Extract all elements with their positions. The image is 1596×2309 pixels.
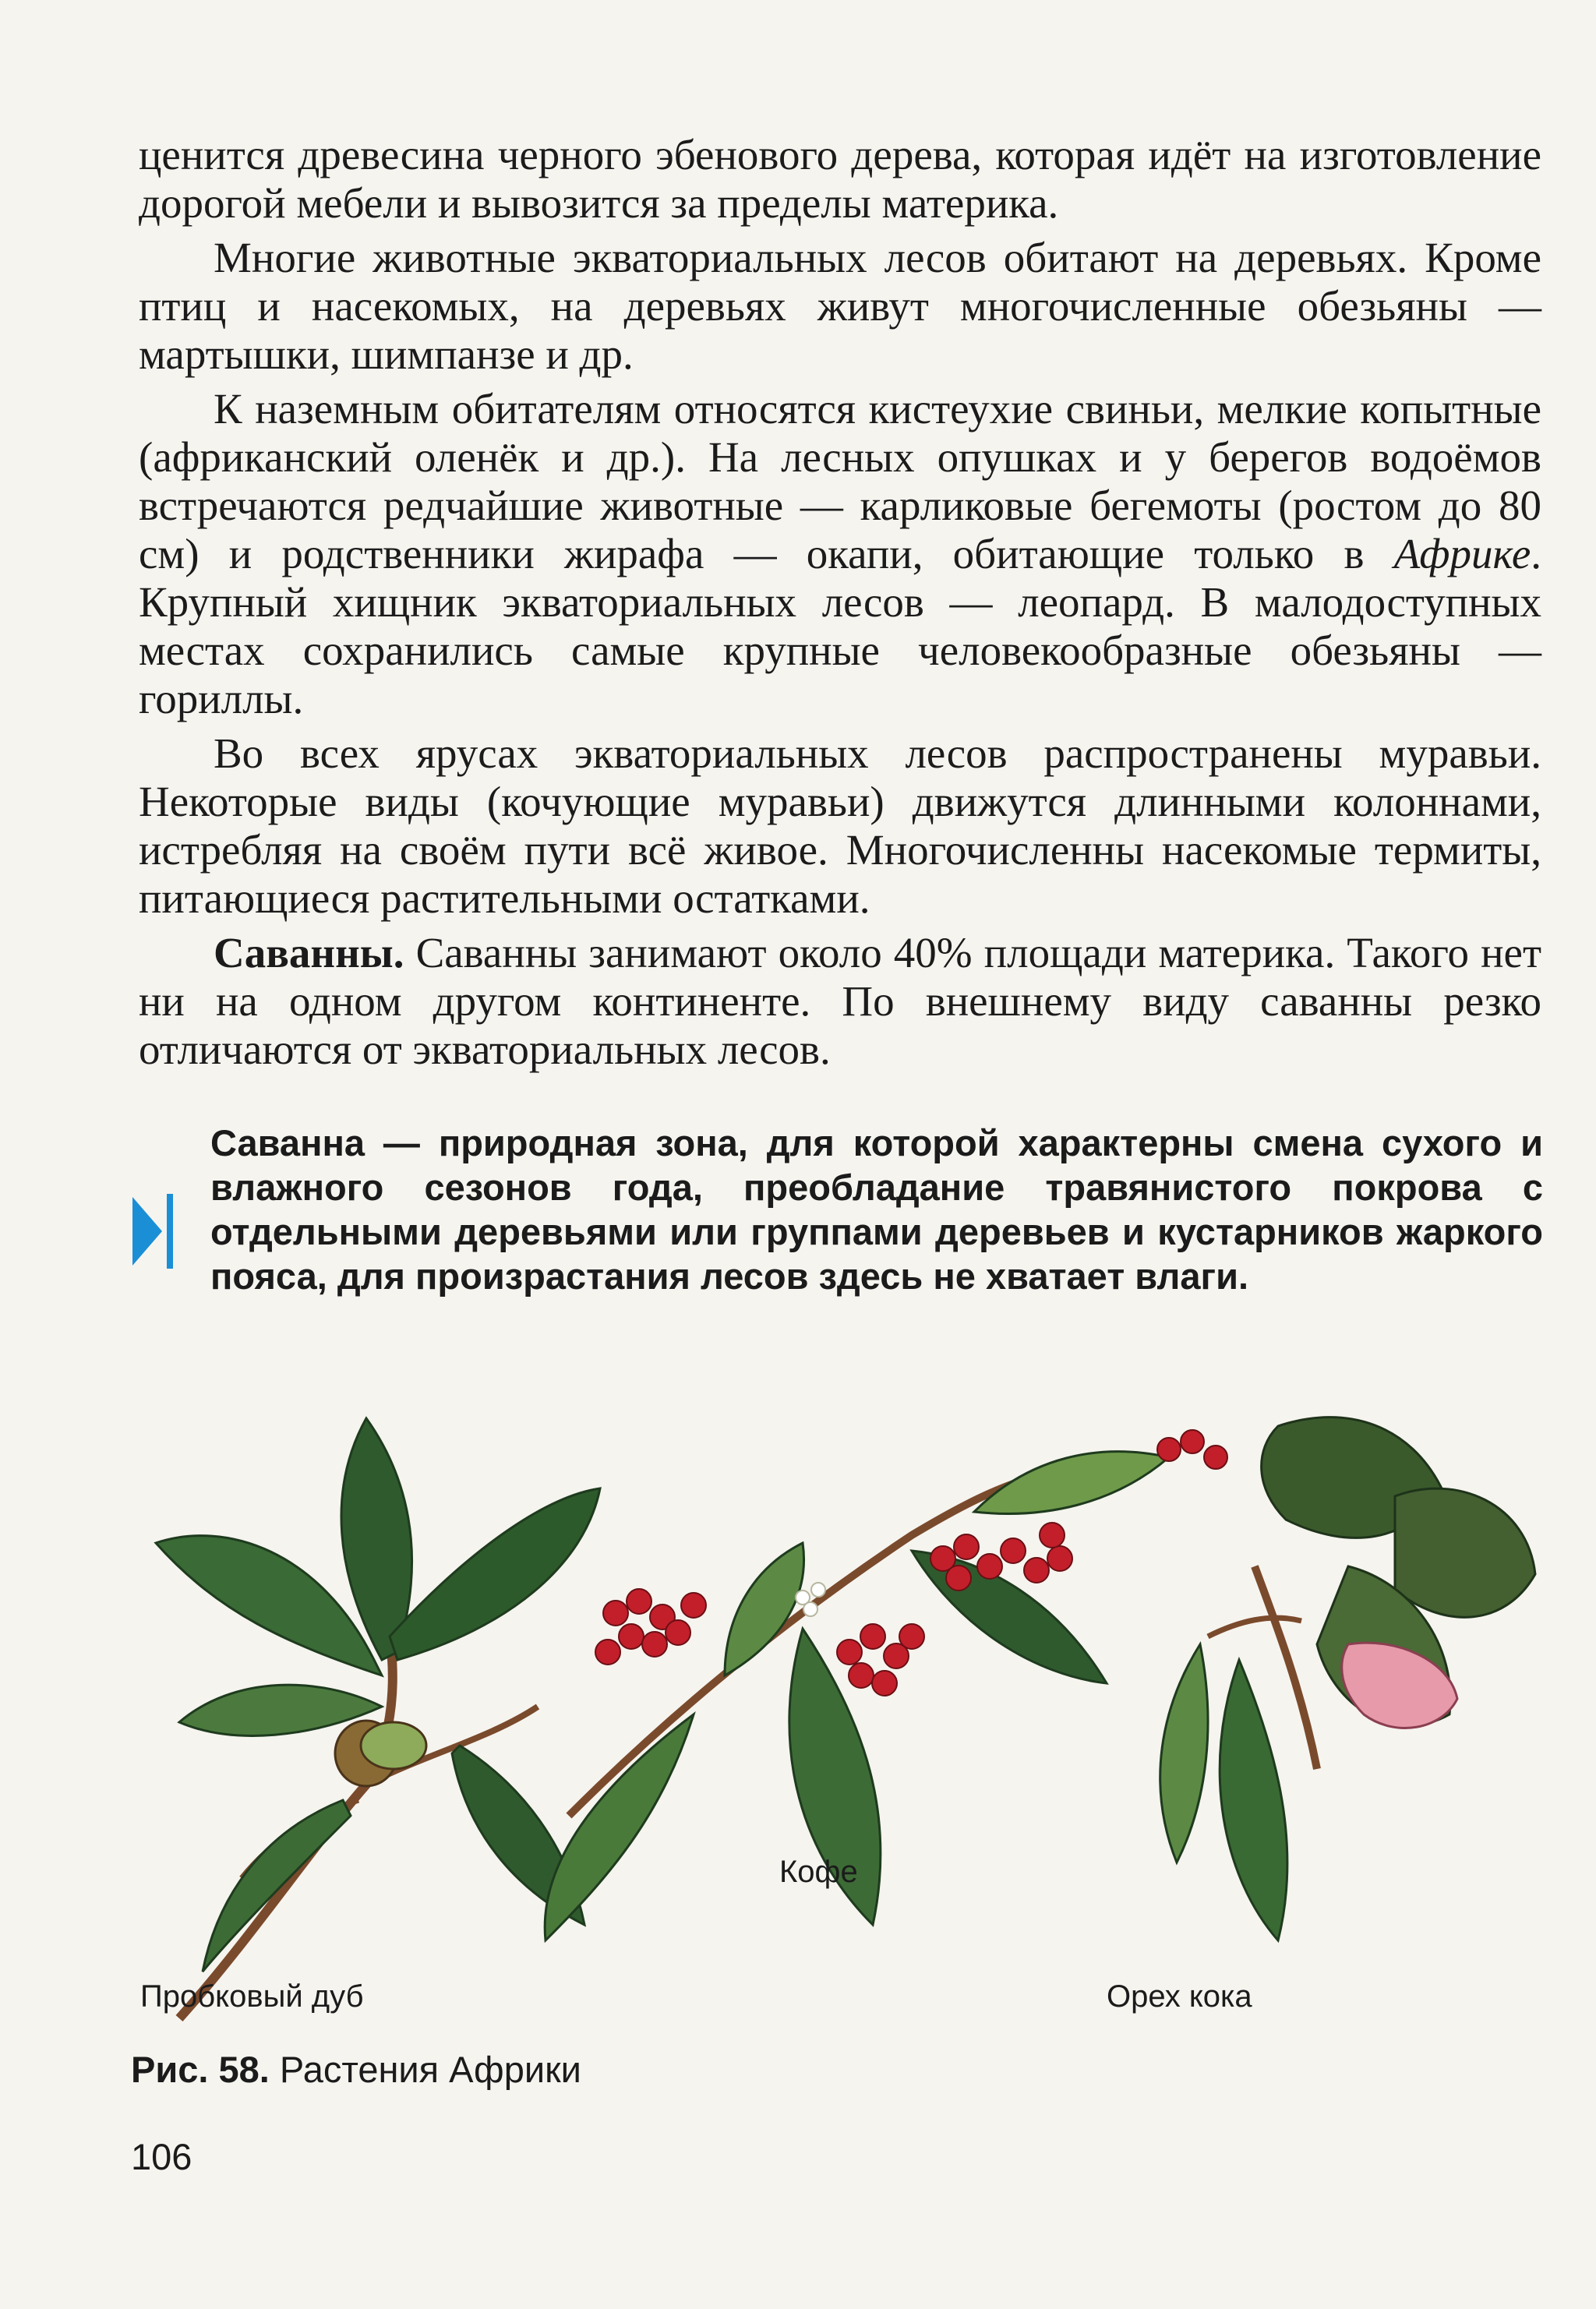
- coffee-label: Кофе: [779, 1855, 858, 1889]
- figure-number: Рис. 58.: [131, 2049, 270, 2090]
- paragraph-2: Многие животные экваториальных лесов обитают на деревьях. Кроме птиц и насекомых, на деревьях живут многочисленные обезьяны — мартышки, шимпанзе и др.: [139, 234, 1541, 378]
- main-text: [139, 131, 1541, 1074]
- african-plants-figure: [132, 1379, 1551, 2042]
- figure-caption: [131, 2048, 581, 2091]
- definition-marker-icon: [131, 1191, 176, 1272]
- cork-oak-illustration: [156, 1418, 600, 2018]
- savanna-heading: Саванны.: [214, 929, 404, 976]
- paragraph-3-emphasis: Африке: [1393, 530, 1531, 577]
- paragraph-3-text-after: . Крупный хищник экваториальных лесов — леопард. В малодоступных местах сохранились самые крупные человекообразные обезьяны — гориллы.: [139, 530, 1541, 722]
- paragraph-3: [139, 385, 1541, 723]
- cola-nut-illustration: [1160, 1418, 1535, 1940]
- plants-illustration: [132, 1379, 1551, 2042]
- cola-nut-label: Орех кока: [1107, 1979, 1252, 2014]
- coffee-illustration: [545, 1430, 1227, 1940]
- paragraph-3-text-before: К наземным обитателям относятся кистеухие свиньи, мелкие копытные (африканский оленёк и др.). На лесных опушках и у берегов водоёмов встречаются редчайшие животные — карликовые бегемоты (ростом до 80 см) и родственники жирафа — окапи, обитающие только в: [139, 385, 1541, 577]
- paragraph-4: Во всех ярусах экваториальных лесов распространены муравьи. Некоторые виды (кочующие муравьи) движутся длинными колоннами, истребляя на своём пути всё живое. Многочисленны насекомые термиты, питающиеся растительными остатками.: [139, 729, 1541, 922]
- savanna-definition: Саванна — природная зона, для которой характерны смена сухого и влажного сезонов года, преобладание травянистого покрова с отдельными деревьями или группами деревьев и кустарников жаркого пояса, для произрастания лесов здесь не хватает влаги.: [210, 1122, 1543, 1297]
- paragraph-1: ценится древесина черного эбенового дерева, которая идёт на изготовление дорогой мебели и вывозится за пределы материка.: [139, 131, 1541, 227]
- paragraph-5: [139, 929, 1541, 1074]
- figure-title: Растения Африки: [269, 2049, 581, 2090]
- paragraph-5-text: Саванны занимают около 40% площади материка. Такого нет ни на одном другом континенте. По внешнему виду саванны резко отличаются от экваториальных лесов.: [139, 929, 1541, 1073]
- cork-oak-label: Пробковый дуб: [140, 1979, 364, 2014]
- page-number: 106: [131, 2136, 192, 2177]
